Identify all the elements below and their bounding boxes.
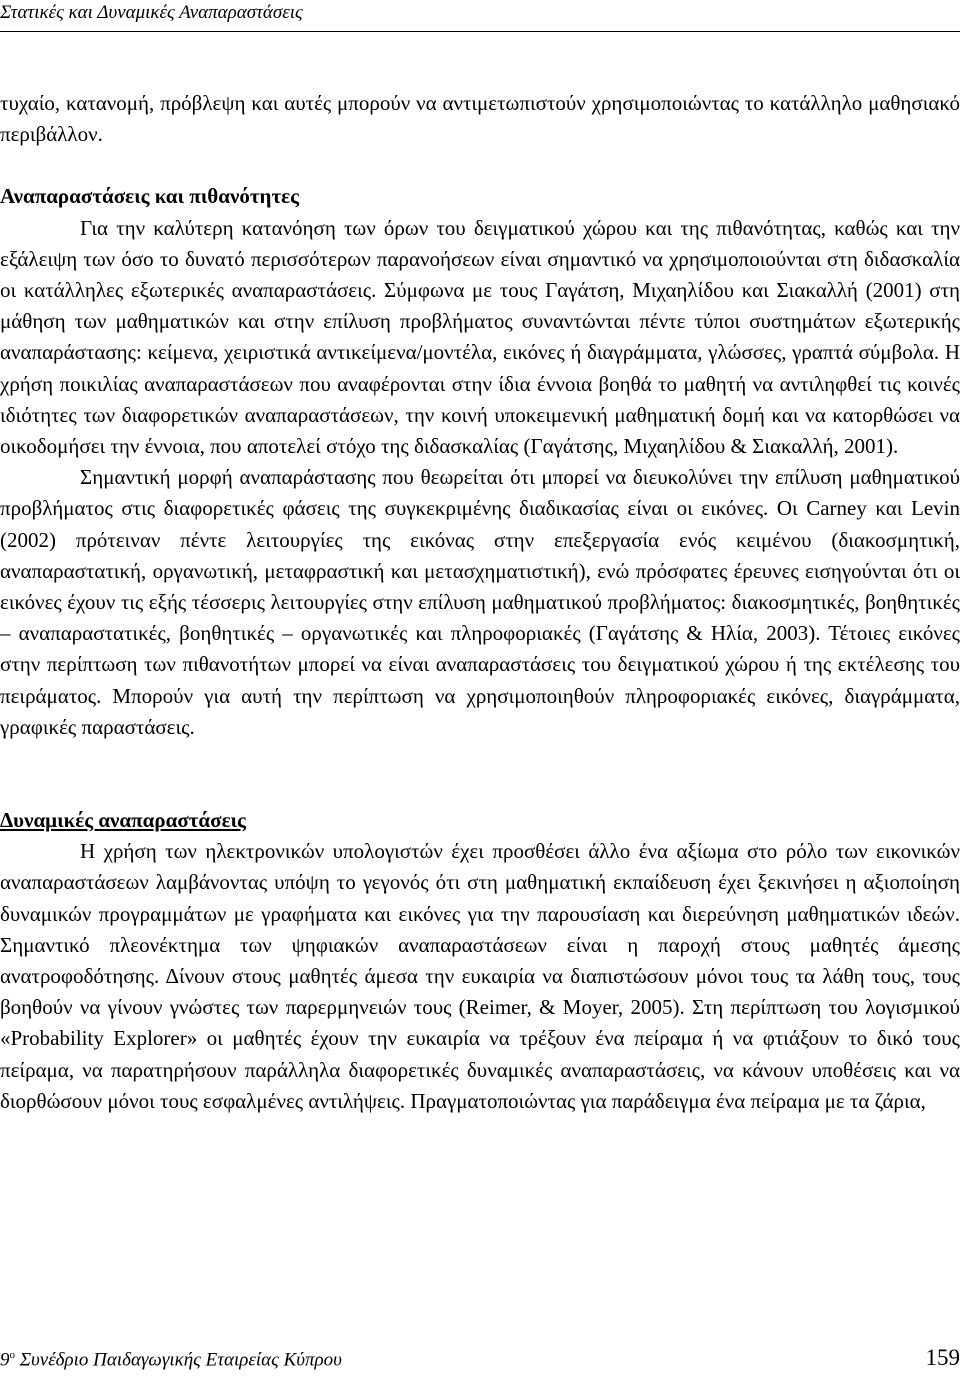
page-number: 159 xyxy=(925,1345,960,1370)
spacer xyxy=(0,150,960,181)
continuation-paragraph: τυχαίο, κατανομή, πρόβλεψη και αυτές μπορούν να αντιμετωπιστούν χρησιμοποιώντας το κατάλληλο μαθησιακό περιβάλλον. xyxy=(0,91,960,147)
conference-name: Συνέδριο Παιδαγωγικής Εταιρείας Κύπρου xyxy=(19,1349,342,1371)
section-heading-representations-probabilities: Αναπαραστάσεις και πιθανότητες xyxy=(0,184,299,209)
spacer xyxy=(0,743,960,805)
conference-superscript: ο xyxy=(9,1349,15,1361)
paragraph-images: Σημαντική μορφή αναπαράστασης που θεωρείται ότι μπορεί να διευκολύνει την επίλυση μαθηματικού προβλήματος στις διαφορετικές φάσεις της συγκεκριμένης διαδικασίας είναι οι εικόνες. Οι Carney και Levin (2002) πρότειναν πέντε λειτουργίες της εικόνας στην επεξεργασία ενός κειμένου (διακοσμητική, αναπαραστατική, οργανωτική, μεταφραστική και μετασχηματιστική), ενώ πρόσφατες έρευνες εισηγούνται ότι οι εικόνες έχουν τις εξής τέσσερις λειτουργίες στην επίλυση μαθηματικού προβλήματος: διακοσμητικές, βοηθητικές – αναπαραστατικές, βοηθητικές – οργανωτικές και πληροφοριακές (Γαγάτσης & Ηλία, 2003). Τέτοιες εικόνες στην περίπτωση των πιθανοτήτων μπορεί να είναι αναπαραστάσεις του δειγματικού χώρου ή της εκτέλεσης του πειράματος. Μπορούν για αυτή την περίπτωση να χρησιμοποιηθούν πληροφοριακές εικόνες, διαγράμματα, γραφικές παραστάσεις. xyxy=(0,465,960,739)
conference-number: 9 xyxy=(0,1349,10,1371)
header-rule xyxy=(0,31,960,32)
paragraph-representations: Για την καλύτερη κατανόηση των όρων του δειγματικού χώρου και της πιθανότητας, καθώς και την εξάλειψη των όσο το δυνατό περισσότερων παρανοήσεων είναι σημαντικό να χρησιμοποιούνται στη διδασκαλία οι κατάλληλες εξωτερικές αναπαραστάσεις. Σύμφωνα με τους Γαγάτση, Μιχαηλίδου και Σιακαλλή (2001) στη μάθηση των μαθηματικών και στην επίλυση προβλήματος συναντώνται πέντε τύποι συστημάτων εξωτερικής αναπαράστασης: κείμενα, χειριστικά αντικείμενα/μοντέλα, εικόνες ή διαγράμματα, γλώσσες, γραπτά σύμβολα. Η χρήση ποικιλίας αναπαραστάσεων που αναφέρονται στην ίδια έννοια βοηθά το μαθητή να αντιληφθεί τις κοινές ιδιότητες των διαφορετικών αναπαραστάσεων, την κοινή υποκειμενική μαθηματική δομή και να κατορθώσει να οικοδομήσει την έννοια, που αποτελεί στόχο της διδασκαλίας (Γαγάτσης, Μιχαηλίδου & Σιακαλλή, 2001). xyxy=(0,215,960,459)
paragraph-dynamic: Η χρήση των ηλεκτρονικών υπολογιστών έχει προσθέσει άλλο ένα αξίωμα στο ρόλο των εικονικών αναπαραστάσεων λαμβάνοντας υπόψη το γεγονός ότι στη μαθηματική εκπαίδευση έχει ξεκινήσει η αξιοποίηση δυναμικών προγραμμάτων με γραφήματα και εικόνες για την παρουσίαση και διερεύνηση μαθηματικών ιδεών. Σημαντικό πλεονέκτημα των ψηφιακών αναπαραστάσεων είναι η παροχή στους μαθητές άμεσης ανατροφοδότησης. Δίνουν στους μαθητές άμεσα την ευκαιρία να διαπιστώσουν μόνοι τους τα λάθη τους, τους βοηθούν να γίνουν γνώστες των παρερμηνειών τους (Reimer, & Moyer, 2005). Στη περίπτωση του λογισμικού «Probability Explorer» οι μαθητές έχουν την ευκαιρία να τρέξουν ένα πείραμα ή να φτιάξουν το δικό τους πείραμα, να παρατηρήσουν παράλληλα διαφορετικές δυναμικές αναπαραστάσεις, να κάνουν υποθέσεις και να διορθώσουν μόνοι τους εσφαλμένες αντιλήψεις. Πραγματοποιώντας για παράδειγμα ένα πείραμα με τα ζάρια, xyxy=(0,839,960,1113)
page-body xyxy=(0,88,960,1117)
running-header: Στατικές και Δυναμικές Αναπαραστάσεις xyxy=(0,2,303,23)
page-footer xyxy=(0,1347,960,1373)
footer-conference xyxy=(0,1349,342,1371)
section-heading-dynamic-representations: Δυναμικές αναπαραστάσεις xyxy=(0,808,246,833)
